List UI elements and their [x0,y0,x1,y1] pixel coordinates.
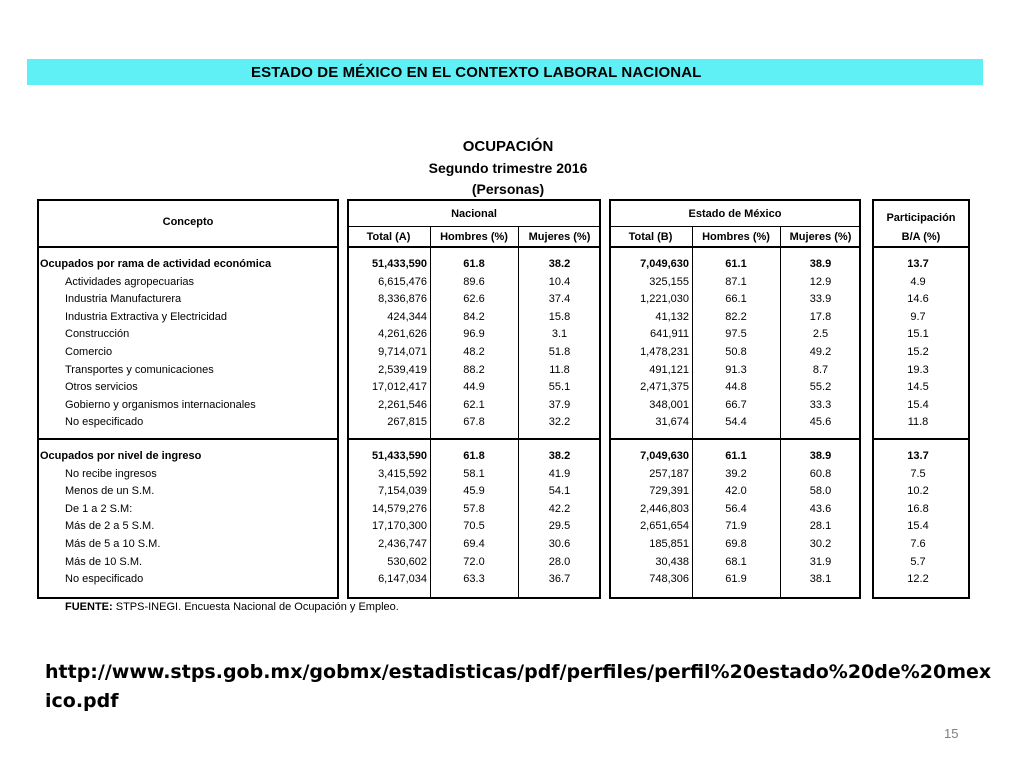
banner-title: ESTADO DE MÉXICO EN EL CONTEXTO LABORAL NACIONAL [27,59,983,85]
table-cell: 91.3 [725,363,747,376]
table-cell: 2.5 [812,328,829,341]
table-cell: 1,478,231 [640,346,689,358]
table-cell: 325,155 [649,275,689,288]
section-total-cell: 13.7 [907,258,929,270]
section-total-cell: 7,049,630 [640,258,689,270]
source-text: STPS-INEGI. Encuesta Nacional de Ocupación y Empleo. [115,601,399,613]
table-cell: 17,170,300 [371,520,427,533]
table-row-label: Más de 5 a 10 S.M. [65,538,161,550]
table-cell: 7.6 [910,538,926,550]
table-cell: 6,615,476 [378,275,427,288]
table-cell: 15.4 [907,398,929,411]
table-cell: 70.5 [463,520,485,533]
table-cell: 4.9 [910,275,926,288]
table-cell: 44.8 [725,381,747,394]
table-cell: 5.7 [910,555,926,568]
table-row-label: No especificado [65,573,144,586]
table-cell: 15.8 [548,310,571,323]
table-cell: 11.8 [907,416,929,429]
header-divider [37,246,339,248]
table-row-label: Actividades agropecuarias [65,275,195,288]
table-cell: 748,306 [649,573,689,586]
table-row-label: No especificado [65,416,144,429]
section-total-cell: 51,433,590 [371,450,427,462]
table-cell: 2,446,803 [640,502,689,515]
table-cell: 1,221,030 [640,293,689,306]
table-row-label: Comercio [65,346,113,358]
table-row-label: Construcción [65,328,130,341]
table-cell: 37.4 [548,293,571,306]
table-cell: 30,438 [655,555,689,568]
table-cell: 9,714,071 [378,346,427,358]
table-cell: 8,336,876 [378,293,427,306]
table-cell: 60.8 [809,467,832,480]
table-cell: 31.9 [809,555,832,568]
section-divider [37,438,339,440]
table-cell: 56.4 [725,502,747,515]
table-cell: 267,815 [387,416,427,429]
section-total-cell: 61.1 [725,450,747,462]
table-cell: 14.5 [907,381,929,394]
section-divider [872,438,970,440]
header-divider [609,246,861,248]
table-cell: 62.1 [463,398,485,411]
table-cell: 41.9 [548,467,571,480]
header-divider [347,226,601,227]
section-title: Ocupados por nivel de ingreso [40,450,202,462]
table-cell: 3,415,592 [378,467,427,480]
participacion-header: Participación [886,212,956,224]
nacional-header: Nacional [451,208,497,220]
table-row-label: De 1 a 2 S.M: [65,502,133,515]
table-cell: 87.1 [725,275,747,288]
section-total-cell: 38.9 [809,258,832,270]
table-cell: 37.9 [548,398,571,411]
table-cell: 6,147,034 [378,573,427,586]
table-cell: 50.8 [725,346,747,358]
table-cell: 19.3 [907,363,929,376]
table-cell: 16.8 [907,502,929,515]
section-total-cell: 61.1 [725,258,747,270]
table-cell: 641,911 [650,328,689,341]
section-divider [609,438,861,440]
table-cell: 32.2 [548,416,571,429]
table-cell: 68.1 [725,555,747,568]
nacional-col-header: Hombres (%) [440,231,508,243]
table-cell: 15.2 [907,346,929,358]
table-cell: 61.9 [725,573,747,586]
table-row-label: No recibe ingresos [65,467,157,480]
table-cell: 17.8 [809,310,832,323]
concepto-header: Concepto [162,216,214,228]
table-cell: 54.1 [548,485,571,498]
table-cell: 257,187 [649,467,689,480]
table-cell: 57.8 [463,502,485,515]
table-cell: 530,602 [387,555,427,568]
table-cell: 62.6 [463,293,485,306]
section-total-cell: 7,049,630 [640,450,689,462]
estado-col-header: Total (B) [628,231,673,243]
participacion-subheader: B/A (%) [901,231,941,243]
header-divider [347,246,601,248]
table-cell: 45.6 [809,416,832,429]
table-cell: 33.9 [809,293,832,306]
table-row-label: Menos de un S.M. [65,485,155,498]
section-total-cell: 38.2 [548,450,571,462]
table-row-label: Más de 10 S.M. [65,555,143,568]
estado-col-header: Mujeres (%) [789,231,852,243]
table-cell: 72.0 [463,555,485,568]
table-unit: (Personas) [471,181,545,197]
table-title: OCUPACIÓN [462,138,554,155]
estado-col-header: Hombres (%) [702,231,770,243]
table-cell: 14,579,276 [371,502,427,515]
section-total-cell: 38.9 [809,450,832,462]
table-cell: 36.7 [548,573,571,586]
table-cell: 69.8 [725,538,747,550]
table-cell: 10.4 [548,275,571,288]
table-cell: 49.2 [809,346,832,358]
table-cell: 15.4 [907,520,929,533]
source-url-link[interactable]: http://www.stps.gob.mx/gobmx/estadisticas/pdf/perfiles/perfil%20estado%20de%20mexico.pdf [45,661,992,712]
table-cell: 185,851 [649,538,689,550]
source-note [65,601,399,613]
table-cell: 424,344 [387,310,427,323]
table-cell: 17,012,417 [371,381,427,394]
table-cell: 69.4 [463,538,485,550]
section-total-cell: 61.8 [463,258,485,270]
table-cell: 96.9 [463,328,485,341]
table-row-label: Industria Extractiva y Electricidad [65,310,228,323]
table-cell: 89.6 [463,275,485,288]
table-cell: 2,471,375 [640,381,689,394]
table-cell: 2,261,546 [378,398,427,411]
table-cell: 42.0 [725,485,747,498]
table-cell: 11.8 [549,363,570,376]
table-cell: 45.9 [463,485,485,498]
table-subtitle: Segundo trimestre 2016 [428,160,588,176]
table-row-label: Otros servicios [65,381,138,394]
table-cell: 30.6 [548,538,571,550]
table-cell: 55.2 [809,381,832,394]
table-cell: 88.2 [463,363,485,376]
section-total-cell: 13.7 [907,450,929,462]
table-cell: 2,436,747 [378,538,427,550]
table-cell: 729,391 [649,485,689,498]
table-cell: 28.1 [809,520,832,533]
table-cell: 67.8 [463,416,485,429]
header-divider [872,246,970,248]
table-cell: 66.7 [725,398,747,411]
table-cell: 30.2 [809,538,832,550]
table-cell: 9.7 [910,310,926,323]
table-row-label: Más de 2 a 5 S.M. [65,520,155,533]
table-cell: 44.9 [463,381,485,394]
table-cell: 71.9 [725,520,747,533]
section-title: Ocupados por rama de actividad económica [40,258,272,270]
section-divider [347,438,601,440]
table-cell: 51.8 [548,346,571,358]
estado-header: Estado de México [688,208,782,220]
table-cell: 15.1 [907,328,929,341]
table-cell: 84.2 [463,310,485,323]
table-cell: 491,121 [649,363,689,376]
table-cell: 42.2 [548,502,571,515]
table-cell: 348,001 [649,398,689,411]
table-cell: 58.1 [463,467,485,480]
source-label: FUENTE: [65,601,113,613]
table-cell: 3.1 [551,328,568,341]
table-cell: 41,132 [655,310,689,323]
table-cell: 7,154,039 [378,485,427,498]
table-cell: 58.0 [809,485,832,498]
table-cell: 29.5 [548,520,571,533]
table-cell: 33.3 [809,398,832,411]
table-row-label: Industria Manufacturera [65,293,182,306]
table-cell: 66.1 [725,293,747,306]
table-cell: 82.2 [725,310,747,323]
table-cell: 97.5 [725,328,747,341]
table-cell: 2,539,419 [378,363,427,376]
page-number: 15 [944,726,959,741]
section-total-cell: 51,433,590 [371,258,427,270]
table-cell: 2,651,654 [640,520,689,533]
table-row-label: Gobierno y organismos internacionales [65,398,256,411]
table-cell: 8.7 [812,363,829,376]
table-row-label: Transportes y comunicaciones [65,363,214,376]
table-cell: 14.6 [907,293,929,306]
table-cell: 43.6 [809,502,832,515]
table-cell: 12.9 [809,275,832,288]
table-cell: 7.5 [910,467,926,480]
section-total-cell: 61.8 [463,450,485,462]
table-cell: 10.2 [907,485,929,498]
section-total-cell: 38.2 [548,258,571,270]
table-cell: 48.2 [463,346,485,358]
table-cell: 39.2 [725,467,747,480]
nacional-col-header: Total (A) [366,231,411,243]
table-cell: 63.3 [463,573,485,586]
table-cell: 12.2 [907,573,929,586]
table-cell: 38.1 [809,573,832,586]
table-cell: 28.0 [548,555,571,568]
table-cell: 31,674 [655,416,689,429]
table-cell: 54.4 [725,416,747,429]
table-cell: 55.1 [548,381,571,394]
header-divider [609,226,861,227]
table-cell: 4,261,626 [378,328,427,341]
nacional-col-header: Mujeres (%) [528,231,591,243]
